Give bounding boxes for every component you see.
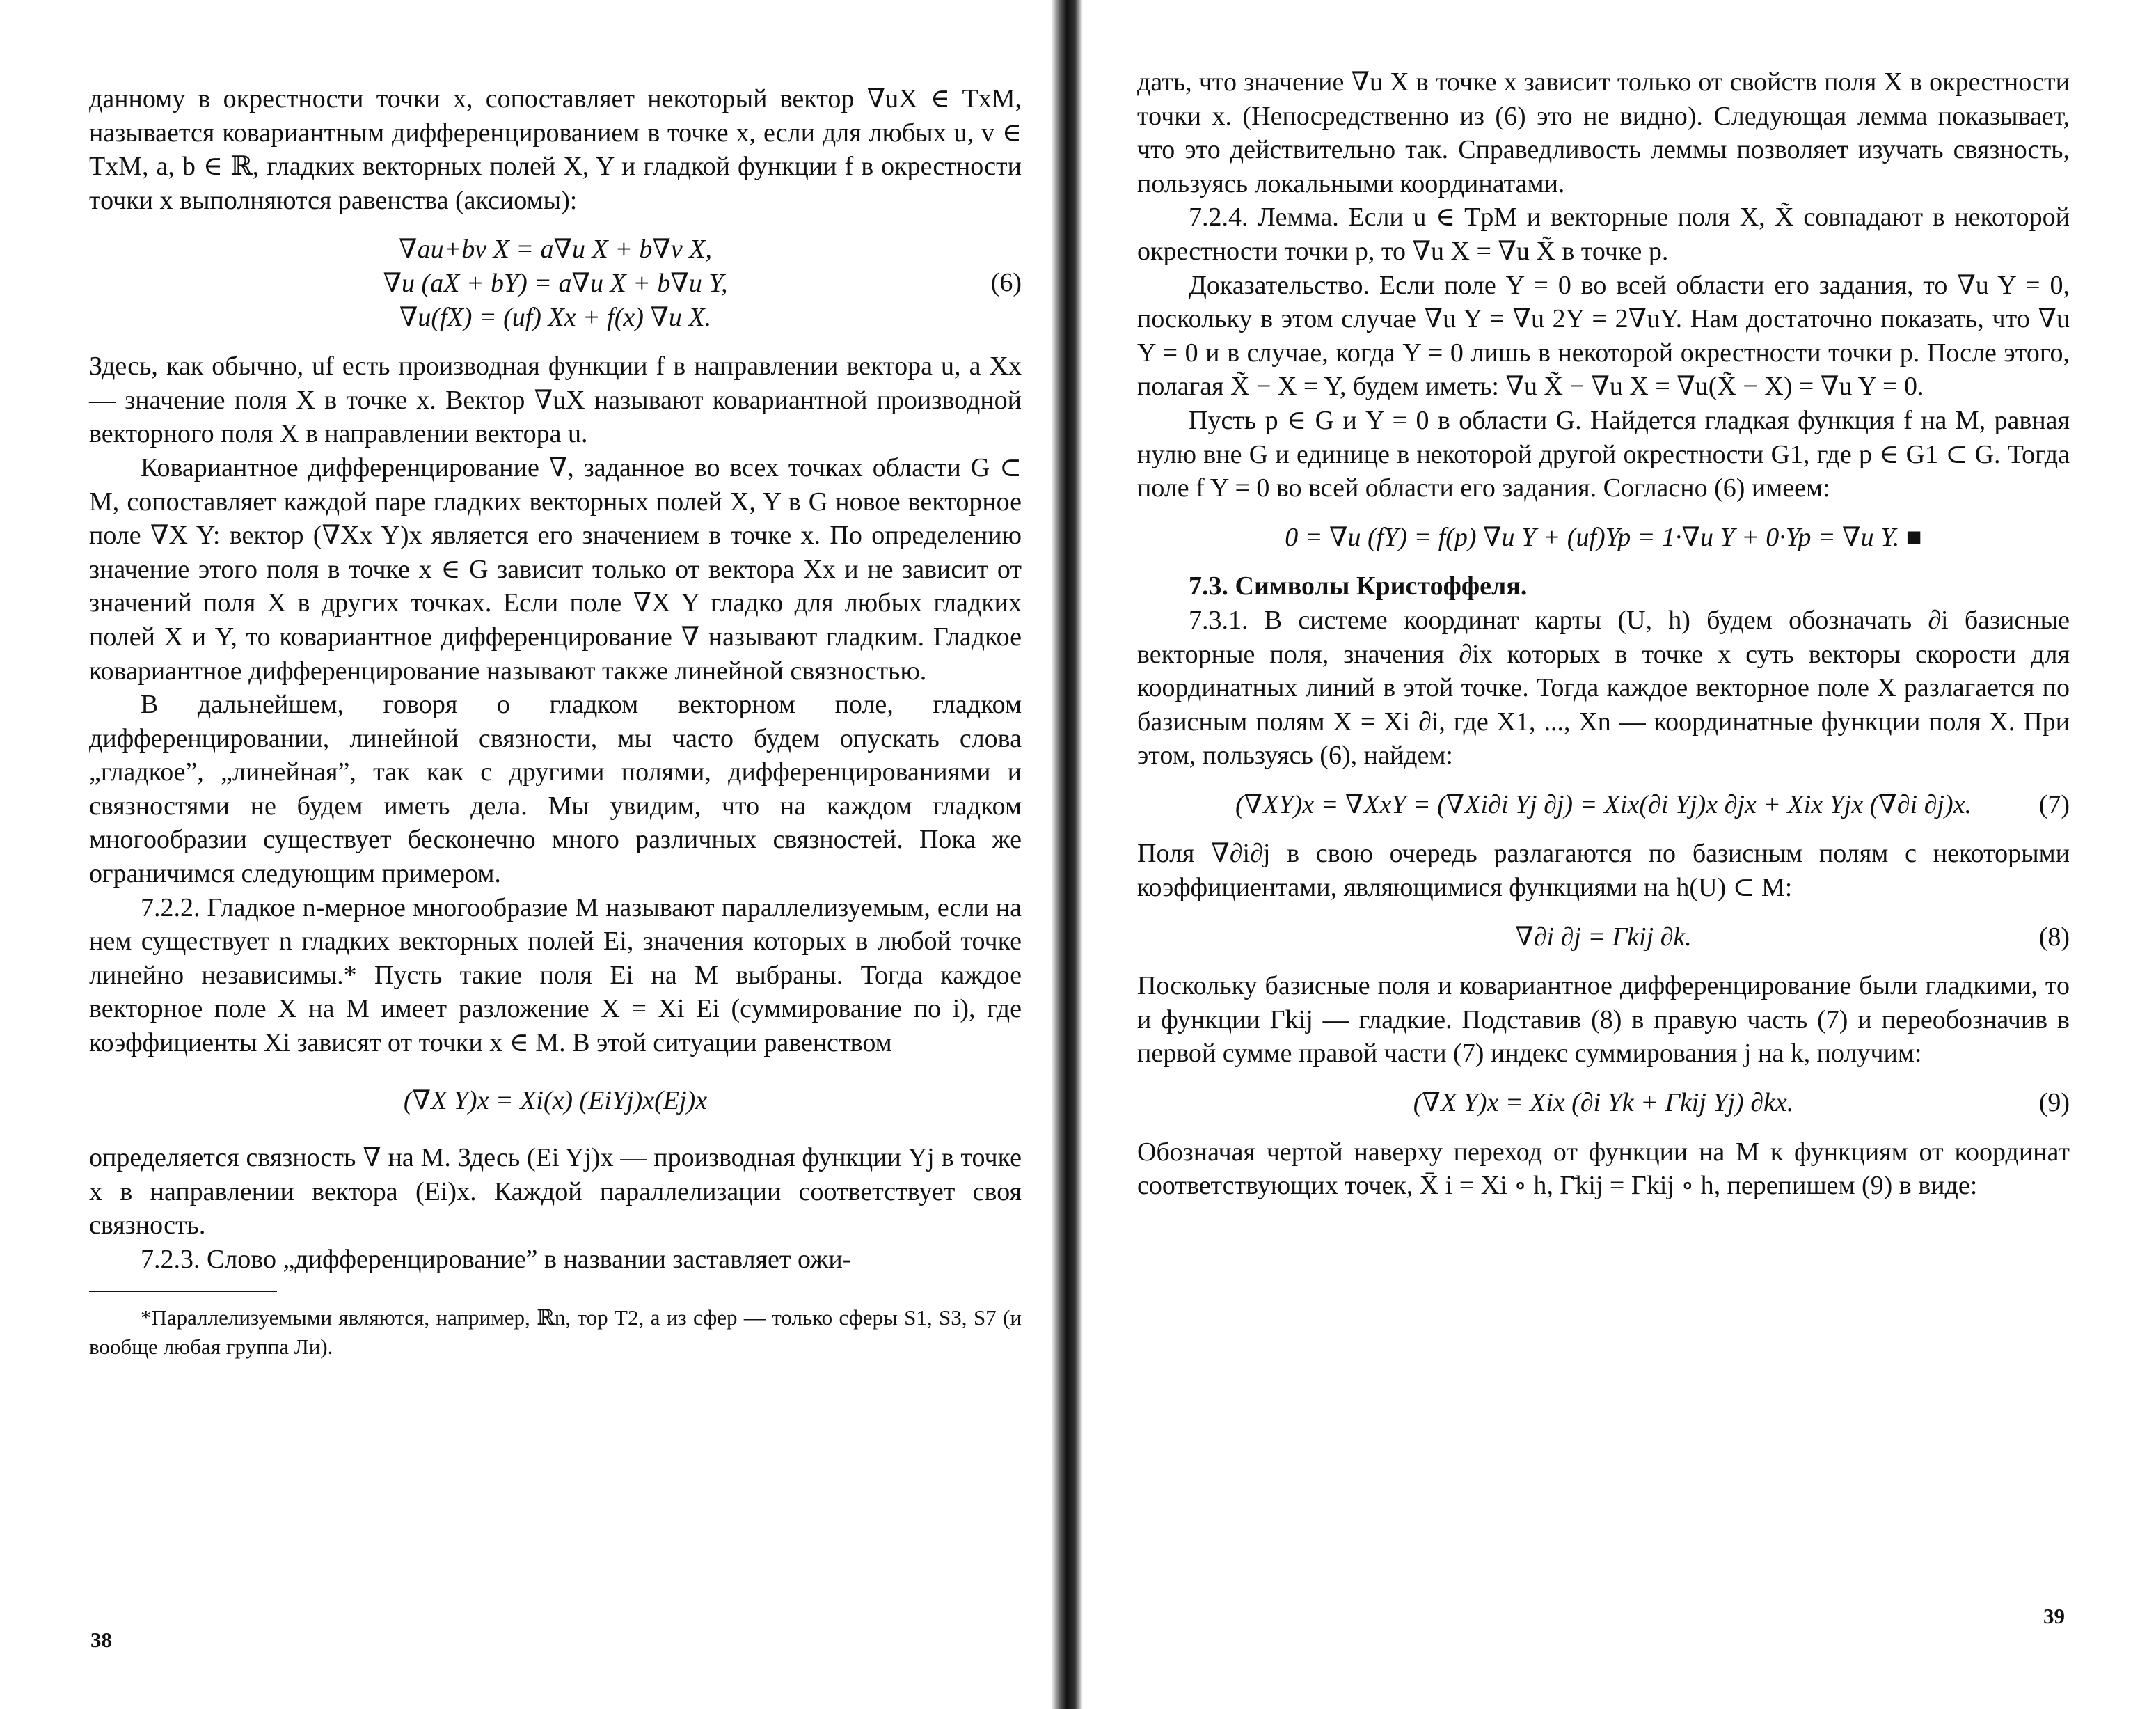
paragraph: Здесь, как обычно, uf есть производная функции f в направлении вектора u, а Xx — значение поля X в точке x. Вектор ∇uX называют ковариантной производной векторного поля X в направлении вектора u. bbox=[89, 352, 1022, 449]
left-page bbox=[0, 0, 1058, 1709]
paragraph-7-2-3: 7.2.3. Слово „дифференцирование” в названии заставляет ожи- bbox=[141, 1245, 852, 1274]
equation-line: ∇au+bv X = a∇u X + b∇v X, bbox=[399, 235, 712, 265]
right-text-column bbox=[1137, 65, 2070, 1203]
paragraph-7-2-2: 7.2.2. Гладкое n-мерное многообразие M называют параллелизуемым, если на нем существует n гладких векторных полей Ei, значения которых в любой точке линейно независимы.* Пусть такие поля Ei на M выбраны. Тогда каждое векторное поле X на M имеет разложение X = Xi Ei (суммирование по i), где коэффициенты Xi зависят от точки x ∈ M. В этой ситуации равенством bbox=[89, 892, 1022, 1058]
paragraph: дать, что значение ∇u X в точке x зависит только от свойств поля X в окрестности точки x. (Непосредственно из (6) это не видно). Следующая лемма показывает, что это действительно так. Справедливость леммы позволяет изучать связность, пользуясь локальными координатами. bbox=[1137, 68, 2070, 198]
paragraph: данному в окрестности точки x, сопоставляет некоторый вектор ∇uX ∈ TxM, называется ковариантным дифференцированием в точке x, если для любых u, v ∈ TxM, a, b ∈ ℝ, гладких векторных полей X, Y и гладкой функции f в окрестности точки x выполняются равенства (аксиомы): bbox=[89, 84, 1022, 215]
equation-8 bbox=[1137, 920, 2070, 954]
equation-line: ∇u(fX) = (uf) Xx + f(x) ∇u X. bbox=[399, 302, 712, 332]
left-text-column bbox=[89, 82, 1022, 1362]
proof-paragraph: Доказательство. Если поле Y = 0 во всей области его задания, то ∇u Y = 0, поскольку в этом случае ∇u Y = ∇u 2Y = 2∇uY. Нам достаточно показать, что ∇u Y = 0 и в случае, когда Y = 0 лишь в некоторой окрестности точки p. После этого, полагая X̃ − X = Y, будем иметь: ∇u X̃ − ∇u X = ∇u(X̃ − X) = ∇u Y = 0. bbox=[1137, 270, 2070, 402]
paragraph: Обозначая чертой наверху переход от функции на M к функциям от координат соответствующих точек, X̄ i = Xi ∘ h, Γ̄kij = Γkij ∘ h, перепишем (9) в виде: bbox=[1137, 1137, 2070, 1201]
right-page bbox=[1086, 0, 2156, 1709]
proof-paragraph: Пусть p ∈ G и Y = 0 в области G. Найдется гладкая функция f на M, равная нулю вне G и единице в некоторой другой окрестности G1, где p ∈ G1 ⊂ G. Тогда поле f Y = 0 во всей области его задания. Согласно (6) имеем: bbox=[1137, 405, 2070, 503]
paragraph: Поля ∇∂i∂j в свою очередь разлагаются по базисным полям с некоторыми коэффициентами, являющимися функциями на h(U) ⊂ M: bbox=[1137, 839, 2070, 903]
equation-9 bbox=[1137, 1086, 2070, 1120]
page-number: 39 bbox=[2043, 1604, 2065, 1628]
equation-proof: 0 = ∇u (fY) = f(p) ∇u Y + (uf)Yp = 1·∇u Y + 0·Yp = ∇u Y. ■ bbox=[1285, 522, 1922, 552]
equation-number: (9) bbox=[2038, 1088, 2070, 1118]
equation-number: (8) bbox=[2038, 922, 2070, 952]
paragraph: Ковариантное дифференцирование ∇, заданное во всех точках области G ⊂ M, сопоставляет каждой паре гладких векторных полей X, Y в G новое векторное поле ∇X Y: вектор (∇Xx Y)x является его значением в точке x. По определению значение этого поля в точке x ∈ G зависит только от вектора Xx и не зависит от значений поля X в других точках. Если поле ∇X Y гладко для любых гладких полей X и Y, то ковариантное дифференцирование ∇ называют гладким. Гладкое ковариантное дифференцирование называют также линейной связностью. bbox=[89, 452, 1022, 686]
equation-body: (∇XY)x = ∇XxY = (∇Xi∂i Yj ∂j) = Xix(∂i Yj)x ∂jx + Xix Yjx (∇∂i ∂j)x. bbox=[1235, 789, 1972, 819]
equation-number: (6) bbox=[990, 268, 1022, 298]
equation-7 bbox=[1137, 788, 2070, 822]
paragraph: В дальнейшем, говоря о гладком векторном поле, гладком дифференцировании, линейной связности, мы часто будем опускать слова „гладкое”, „линейная”, так как с другими полями, дифференцированиями и связностями не будем иметь дела. Мы увидим, что на каждом гладком многообразии существует бесконечно много различных связностей. Пока же ограничимся следующим примером. bbox=[89, 690, 1022, 889]
section-heading: 7.3. Символы Кристоффеля. bbox=[1189, 572, 1528, 601]
equation-body: (∇X Y)x = Xix (∂i Yk + Γkij Yj) ∂kx. bbox=[1413, 1088, 1794, 1118]
lemma-7-2-4: 7.2.4. Лемма. Если u ∈ TpM и векторные поля X, X̃ совпадают в некоторой окрестности точки p, то ∇u X = ∇u X̃ в точке p. bbox=[1137, 203, 2070, 266]
paragraph: Поскольку базисные поля и ковариантное дифференцирование были гладкими, то и функции Γkij — гладкие. Подставив (8) в правую часть (7) и переобозначив в первой сумме правой части (7) индекс суммирования j на k, получим: bbox=[1137, 971, 2070, 1069]
page-number: 38 bbox=[90, 1628, 112, 1652]
paragraph: определяется связность ∇ на M. Здесь (Ei Yj)x — производная функции Yj в точке x в направлении вектора (Ei)x. Каждой параллелизации соответствует своя связность. bbox=[89, 1143, 1022, 1241]
paragraph-7-3-1: 7.3.1. В системе координат карты (U, h) будем обозначать ∂i базисные векторные поля, значения ∂ix которых в точке x суть векторы скорости для координатных линий в этой точке. Тогда каждое векторное поле X разлагается по базисным полям X = Xi ∂i, где X1, ..., Xn — координатные функции поля X. При этом, пользуясь (6), найдем: bbox=[1137, 605, 2070, 771]
book-spine bbox=[1051, 0, 1083, 1709]
equation-parallel: (∇X Y)x = Xi(x) (EiYj)x(Ej)x bbox=[403, 1085, 708, 1115]
equation-line: ∇u (aX + bY) = a∇u X + b∇u Y, bbox=[383, 268, 728, 298]
footnote-divider bbox=[89, 1291, 277, 1292]
equation-number: (7) bbox=[2038, 789, 2070, 819]
equation-6 bbox=[89, 233, 1022, 334]
equation-body: ∇∂i ∂j = Γkij ∂k. bbox=[1515, 922, 1692, 952]
footnote: *Параллелизуемыми являются, например, ℝn, тор T2, а из сфер — только сферы S1, S3, S7 (и вообще любая группа Ли). bbox=[89, 1305, 1022, 1359]
